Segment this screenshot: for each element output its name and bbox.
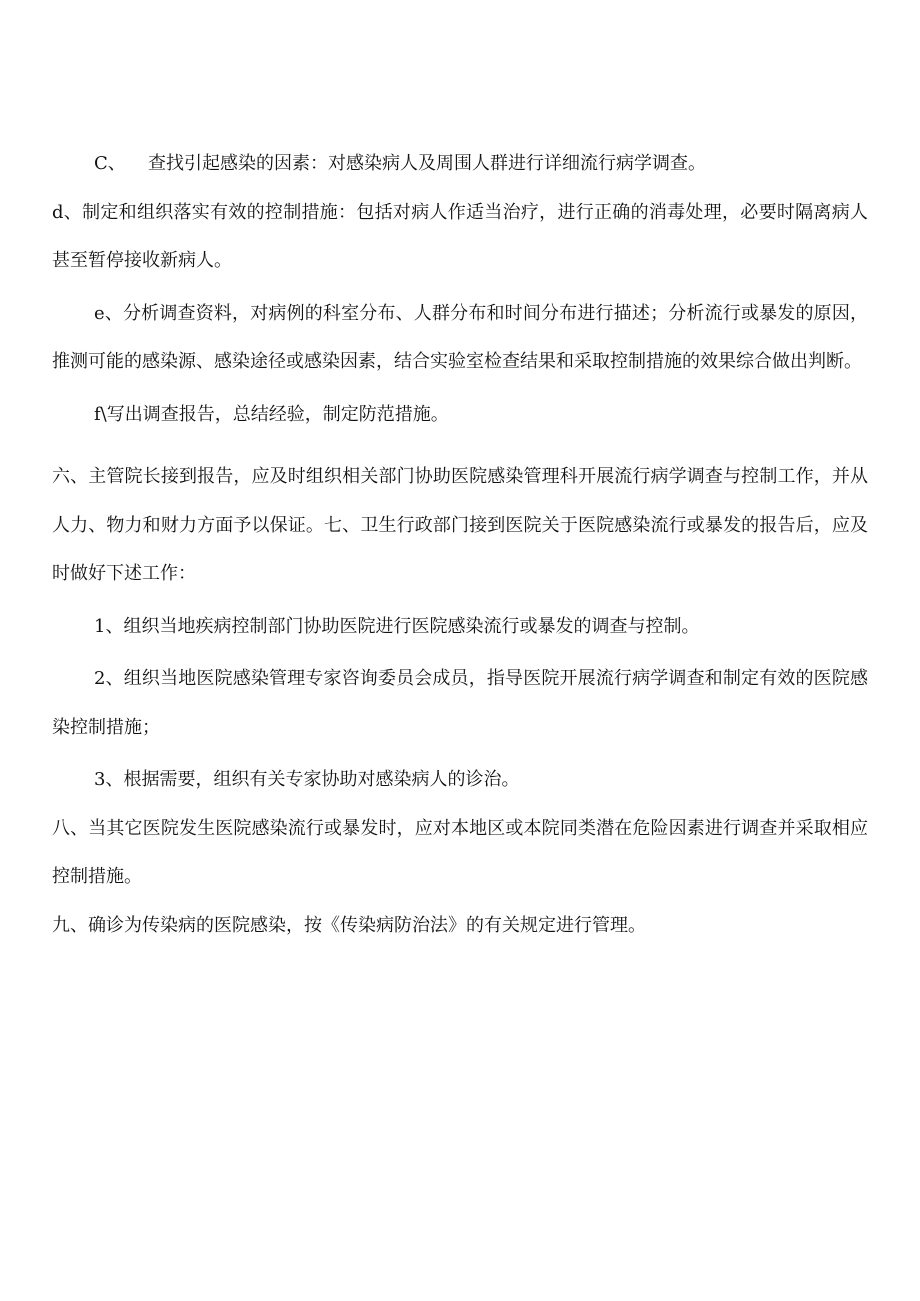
paragraph-c-label: C、 <box>94 153 126 174</box>
paragraph-seven-3: 3、根据需要，组织有关专家协助对感染病人的诊治。 <box>94 769 520 790</box>
paragraph-seven-1: 1、组织当地疾病控制部门协助医院进行医院感染流行或暴发的调查与控制。 <box>94 615 700 637</box>
paragraph-d: d、制定和组织落实有效的控制措施：包括对病人作适当治疗，进行正确的消毒处理，必要时隔离病人甚至暂停接收新病人。 <box>52 201 868 271</box>
paragraph-e: e、分析调查资料，对病例的科室分布、人群分布和时间分布进行描述；分析流行或暴发的原因，推测可能的感染源、感染途径或感染因素，结合实验室检查结果和采取控制措施的效果综合做出判断。 <box>52 302 868 372</box>
paragraph-nine: 九、确诊为传染病的医院感染，按《传染病防治法》的有关规定进行管理。 <box>52 914 646 936</box>
paragraph-c-text: 查找引起感染的因素：对感染病人及周围人群进行详细流行病学调查。 <box>148 153 706 174</box>
paragraph-c <box>52 140 868 189</box>
paragraph-six: 六、主管院长接到报告，应及时组织相关部门协助医院感染管理科开展流行病学调查与控制工作，并从人力、物力和财力方面予以保证。七、卫生行政部门接到医院关于医院感染流行或暴发的报告后，应及时做好下述工作： <box>52 466 868 584</box>
paragraph-f: f\写出调查报告，总结经验，制定防范措施。 <box>94 403 449 425</box>
paragraph-eight: 八、当其它医院发生医院感染流行或暴发时，应对本地区或本院同类潜在危险因素进行调查并采取相应控制措施。 <box>52 817 868 887</box>
paragraph-seven-2: 2、组织当地医院感染管理专家咨询委员会成员，指导医院开展流行病学调查和制定有效的医院感染控制措施； <box>52 668 868 738</box>
